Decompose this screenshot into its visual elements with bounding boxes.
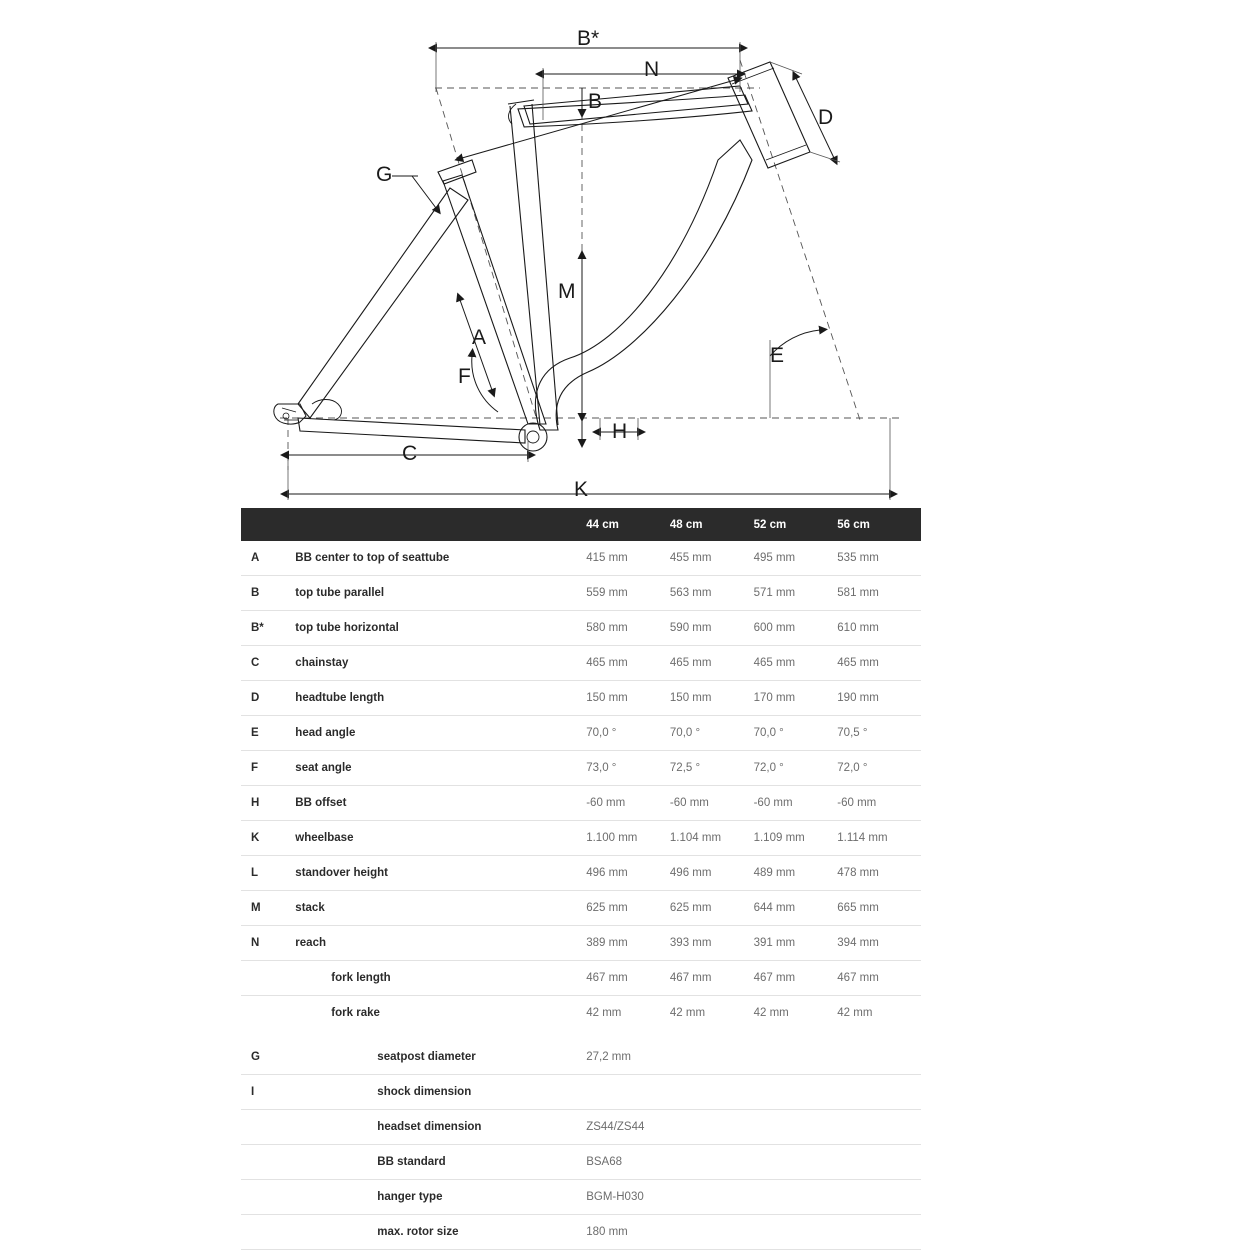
row-code [241, 1110, 293, 1145]
label-B-star: B* [577, 27, 600, 50]
row-code [241, 996, 293, 1031]
row-code: D [241, 681, 293, 716]
label-F: F [458, 365, 471, 388]
row-name: BB offset [293, 786, 586, 821]
row-name: shock dimension [293, 1075, 586, 1110]
row-value-48: 42 mm [669, 1007, 706, 1019]
row-value-48: 1.104 mm [670, 821, 754, 856]
label-E: E [770, 344, 785, 367]
row-value-44: 42 mm [586, 1007, 622, 1019]
row-code: G [241, 1040, 293, 1075]
row-name: BB standard [293, 1145, 586, 1180]
row-value-44: -60 mm [586, 786, 670, 821]
row-value-48: 625 mm [670, 891, 754, 926]
row-name: max. rotor size [293, 1215, 586, 1250]
label-M: M [558, 280, 576, 303]
row-name: top tube parallel [293, 576, 586, 611]
row-value-48: 496 mm [670, 856, 754, 891]
table-row [241, 751, 921, 786]
label-N: N [644, 58, 660, 81]
row-value-52: 571 mm [754, 576, 838, 611]
row-value-56: 535 mm [837, 541, 921, 576]
row-value-52: 644 mm [754, 891, 838, 926]
table-row [241, 1180, 921, 1215]
row-value-56: 465 mm [837, 646, 921, 681]
label-A: A [472, 326, 487, 349]
row-name: stack [293, 891, 586, 926]
row-name: seat angle [293, 751, 586, 786]
header-code [241, 508, 293, 541]
table-header [241, 508, 921, 541]
table-row [241, 1075, 921, 1110]
row-code: B [241, 576, 293, 611]
geometry-table-area [241, 508, 921, 1250]
row-value-48: 465 mm [670, 646, 754, 681]
row-value-44: 415 mm [586, 541, 670, 576]
row-value-48: 70,0 ° [670, 716, 754, 751]
row-value-56: 665 mm [837, 891, 921, 926]
row-name: seatpost diameter [293, 1040, 586, 1075]
header-row [241, 508, 921, 541]
table-body [241, 541, 921, 1250]
header-size-52: 52 cm [754, 508, 838, 541]
row-value-44: 467 mm [586, 961, 670, 996]
row-value-44: 73,0 ° [586, 751, 670, 786]
row-value-56: 72,0 ° [837, 751, 921, 786]
row-name: fork rake [331, 1007, 380, 1019]
row-value-48: 72,5 ° [670, 751, 754, 786]
row-name: headset dimension [293, 1110, 586, 1145]
row-code [241, 1145, 293, 1180]
row-value-48: 455 mm [670, 541, 754, 576]
row-code: B* [241, 611, 293, 646]
row-code: H [241, 786, 293, 821]
row-value: 180 mm [586, 1215, 921, 1250]
table-row [241, 891, 921, 926]
row-value-56: -60 mm [837, 786, 921, 821]
label-B: B [588, 90, 603, 113]
table-row [241, 786, 921, 821]
row-value-56: 1.114 mm [837, 821, 921, 856]
row-value-48: 590 mm [670, 611, 754, 646]
table-row [241, 541, 921, 576]
row-code: L [241, 856, 293, 891]
row-value-44: 559 mm [586, 576, 670, 611]
row-name: standover height [293, 856, 586, 891]
row-code: I [241, 1075, 293, 1110]
row-value-56: 478 mm [837, 856, 921, 891]
row-value-52: 467 mm [754, 961, 838, 996]
table-row [241, 856, 921, 891]
header-size-44: 44 cm [586, 508, 670, 541]
row-value [586, 1075, 921, 1110]
table-row [241, 716, 921, 751]
row-value: BSA68 [586, 1145, 921, 1180]
row-value-44: 389 mm [586, 926, 670, 961]
header-name [293, 508, 586, 541]
table-row [241, 681, 921, 716]
label-G: G [376, 163, 393, 186]
row-code: E [241, 716, 293, 751]
row-value-44: 150 mm [586, 681, 670, 716]
row-value-44: 580 mm [586, 611, 670, 646]
geometry-table [241, 508, 921, 1250]
row-name: headtube length [293, 681, 586, 716]
row-value: BGM-H030 [586, 1180, 921, 1215]
row-code [241, 961, 293, 996]
header-size-56: 56 cm [837, 508, 921, 541]
table-row [241, 576, 921, 611]
row-value-56: 190 mm [837, 681, 921, 716]
row-value-52: 465 mm [754, 646, 838, 681]
table-row [241, 1040, 921, 1075]
row-value-52: 42 mm [753, 1007, 789, 1019]
row-value-44: 625 mm [586, 891, 670, 926]
row-value-48: 563 mm [670, 576, 754, 611]
table-row [241, 821, 921, 856]
row-value-56: 610 mm [837, 611, 921, 646]
table-row [241, 996, 921, 1031]
row-value-48: 467 mm [670, 961, 754, 996]
row-name: reach [293, 926, 586, 961]
row-code: K [241, 821, 293, 856]
header-size-48: 48 cm [670, 508, 754, 541]
row-value: 27,2 mm [586, 1040, 921, 1075]
row-value-48: 150 mm [670, 681, 754, 716]
row-value-52: 600 mm [754, 611, 838, 646]
table-row [241, 1215, 921, 1250]
row-name: top tube horizontal [293, 611, 586, 646]
table-row [241, 926, 921, 961]
row-name: chainstay [293, 646, 586, 681]
row-value-52: 495 mm [754, 541, 838, 576]
row-name: wheelbase [293, 821, 586, 856]
row-code: C [241, 646, 293, 681]
table-row [241, 961, 921, 996]
label-K: K [574, 478, 589, 501]
table-row [241, 646, 921, 681]
row-value-56: 42 mm [837, 1007, 873, 1019]
row-value-44: 70,0 ° [586, 716, 670, 751]
row-value: ZS44/ZS44 [586, 1110, 921, 1145]
table-row [241, 1110, 921, 1145]
row-value-52: 170 mm [754, 681, 838, 716]
row-code: M [241, 891, 293, 926]
row-code [241, 1215, 293, 1250]
row-value-52: 1.109 mm [754, 821, 838, 856]
row-value-44: 496 mm [586, 856, 670, 891]
label-C: C [402, 442, 418, 465]
row-value-44: 1.100 mm [586, 821, 670, 856]
row-value-56: 394 mm [837, 926, 921, 961]
table-section-gap [241, 1030, 921, 1040]
table-row [241, 1145, 921, 1180]
row-name: BB center to top of seattube [293, 541, 586, 576]
row-value-44: 465 mm [586, 646, 670, 681]
row-name: hanger type [293, 1180, 586, 1215]
row-value-56: 70,5 ° [837, 716, 921, 751]
row-value-52: 391 mm [754, 926, 838, 961]
row-code: F [241, 751, 293, 786]
row-code [241, 1180, 293, 1215]
row-name: fork length [293, 961, 586, 996]
row-value-52: 70,0 ° [754, 716, 838, 751]
row-value-56: 581 mm [837, 576, 921, 611]
row-value-48: 393 mm [670, 926, 754, 961]
row-code: N [241, 926, 293, 961]
row-value-52: 489 mm [754, 856, 838, 891]
row-value-52: -60 mm [754, 786, 838, 821]
geometry-diagram [240, 0, 940, 508]
row-value-52: 72,0 ° [754, 751, 838, 786]
label-D: D [818, 106, 834, 129]
row-value-56: 467 mm [837, 961, 921, 996]
table-row [241, 611, 921, 646]
row-name: head angle [293, 716, 586, 751]
row-code: A [241, 541, 293, 576]
label-H: H [612, 420, 628, 443]
row-value-48: -60 mm [670, 786, 754, 821]
